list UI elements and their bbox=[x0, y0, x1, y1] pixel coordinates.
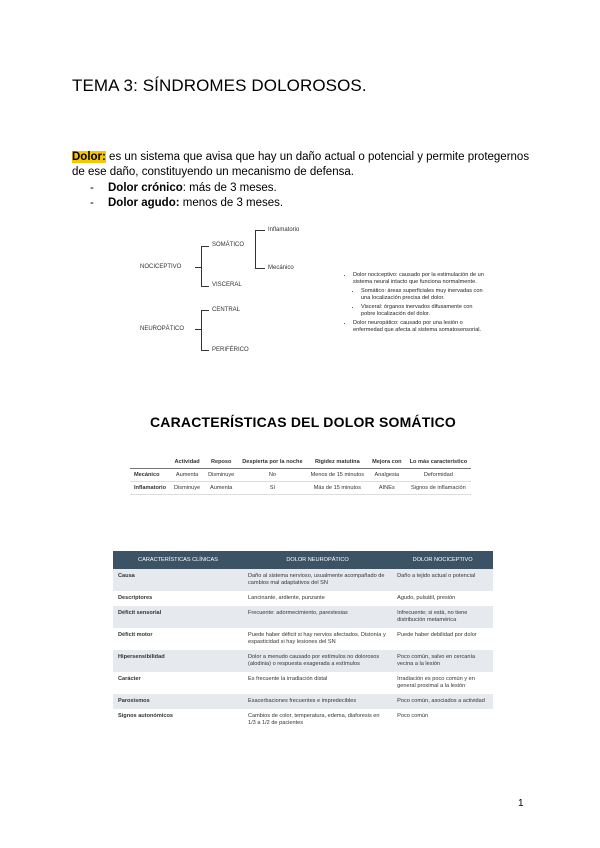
table-cell: No bbox=[238, 469, 306, 482]
table-cell: Daño a tejido actual o potencial bbox=[392, 569, 493, 591]
table-cell: Agudo, pulsátil, presión bbox=[397, 595, 456, 601]
clinical-table bbox=[113, 551, 493, 731]
table-cell: Es frecuente la irradiación distal bbox=[248, 676, 328, 682]
table-header-row bbox=[113, 551, 493, 569]
table-cell: Dolor a menudo causado por estímulos no dolorosos (alodinia) o respuesta exagerada a estímulos bbox=[243, 650, 392, 672]
note-item: • Dolor nociceptivo: causado por la estimulación de un sistema neural intacto que funciona normalmente. bbox=[353, 272, 485, 286]
intro-paragraph bbox=[72, 150, 532, 180]
page-number: 1 bbox=[518, 798, 524, 809]
pain-classification-diagram bbox=[140, 222, 484, 372]
header-cell: Mejora con bbox=[368, 456, 406, 469]
note-item: • Visceral: órganos inervados difusamente con pobre localización del dolor. bbox=[361, 304, 485, 318]
table-row bbox=[113, 709, 493, 731]
header-cell: Reposo bbox=[204, 456, 238, 469]
header-cell: DOLOR NOCICEPTIVO bbox=[392, 551, 493, 569]
table-row bbox=[113, 606, 493, 628]
duration-list bbox=[90, 181, 283, 211]
term-highlight: Dolor: bbox=[72, 151, 106, 163]
table-header-row bbox=[130, 456, 471, 469]
connector bbox=[255, 268, 265, 269]
label-mecanico: Mecánico bbox=[268, 265, 294, 271]
table-cell: Puede haber debilidad por dolor bbox=[397, 632, 477, 638]
label-inflamatorio: Inflamatorio bbox=[268, 227, 300, 233]
table-cell: Sí bbox=[238, 482, 306, 495]
connector bbox=[201, 310, 209, 311]
header-cell: Rigidez matutina bbox=[307, 456, 368, 469]
table-cell: Poco común, asociados a actividad bbox=[392, 694, 493, 709]
bullet-text: menos de 3 meses. bbox=[179, 197, 284, 209]
table-cell: Mecánico bbox=[130, 469, 170, 482]
table-cell: Inflamatorio bbox=[130, 482, 170, 495]
table-cell: Disminuye bbox=[204, 469, 238, 482]
header-cell: CARACTERÍSTICAS CLÍNICAS bbox=[113, 551, 243, 569]
label-neuropatico: NEUROPÁTICO bbox=[140, 326, 185, 332]
table-cell: Deformidad bbox=[406, 469, 472, 482]
table-cell: Frecuente: adormecimiento, parestesias bbox=[243, 606, 392, 628]
table-cell: Aumenta bbox=[170, 469, 204, 482]
table-row bbox=[113, 672, 493, 694]
table-cell: Poco común bbox=[397, 713, 429, 719]
connector bbox=[201, 310, 202, 350]
label-periferico: PERIFÉRICO bbox=[212, 347, 249, 353]
connector bbox=[255, 230, 256, 268]
header-cell: Lo más característico bbox=[406, 456, 472, 469]
table-cell: Menos de 15 minutos bbox=[307, 469, 368, 482]
table-cell: Carácter bbox=[118, 676, 141, 682]
table-cell: Daño al sistema nervioso, usualmente acompañado de cambios mal adaptativos del SN bbox=[243, 569, 392, 591]
table-cell: Paroxismos bbox=[113, 694, 243, 709]
connector bbox=[201, 246, 202, 286]
table-cell: Signos autonómicos bbox=[118, 713, 174, 719]
table-cell: Aumenta bbox=[204, 482, 238, 495]
label-nociceptivo: NOCICEPTIVO bbox=[140, 264, 182, 270]
table-cell: Descriptores bbox=[118, 595, 153, 601]
table-row bbox=[113, 650, 493, 672]
connector bbox=[201, 350, 209, 351]
table-row bbox=[113, 591, 493, 606]
bullet-label: Dolor agudo: bbox=[108, 197, 180, 209]
note-item: • Dolor neuropático: causado por una lesión o enfermedad que afecta al sistema somatosensorial. bbox=[353, 320, 485, 334]
table-cell: Déficit sensorial bbox=[113, 606, 243, 628]
intro-text: es un sistema que avisa que hay un daño actual o potencial y permite protegernos de ese daño, constituyendo un mecanismo de defensa. bbox=[72, 151, 530, 178]
table-cell: Infrecuente; si está, no tiene distribución metamérica bbox=[392, 606, 493, 628]
table-cell: Signos de inflamación bbox=[406, 482, 472, 495]
label-central: CENTRAL bbox=[212, 307, 241, 313]
header-cell bbox=[130, 456, 170, 469]
table-cell: Lancinante, ardiente, punzante bbox=[248, 595, 325, 601]
table-row bbox=[130, 482, 471, 495]
table-cell: Poco común, salvo en cercanía vecina a la lesión bbox=[392, 650, 493, 672]
page-title: TEMA 3: SÍNDROMES DOLOROSOS. bbox=[72, 76, 367, 95]
header-cell: Despierta por la noche bbox=[238, 456, 306, 469]
connector bbox=[201, 286, 209, 287]
header-cell: DOLOR NEUROPÁTICO bbox=[243, 551, 392, 569]
table-cell: Analgesia bbox=[368, 469, 406, 482]
table-row bbox=[113, 569, 493, 591]
table-cell: Más de 15 minutos bbox=[307, 482, 368, 495]
table-cell: Causa bbox=[113, 569, 243, 591]
table-cell: Exacerbaciones frecuentes e impredecibles bbox=[243, 694, 392, 709]
somatic-heading: CARACTERÍSTICAS DEL DOLOR SOMÁTICO bbox=[150, 414, 456, 430]
table-cell: Puede haber déficit si hay nervios afectados. Distonía y espasticidad si hay lesiones del SN bbox=[248, 632, 386, 645]
label-visceral: VISCERAL bbox=[212, 282, 242, 288]
table-row bbox=[130, 469, 471, 482]
diagram-notes bbox=[345, 272, 485, 336]
label-somatico: SOMÁTICO bbox=[212, 242, 245, 248]
connector bbox=[201, 246, 209, 247]
note-item: • Somático: áreas superficiales muy inervadas con una localización precisa del dolor. bbox=[361, 288, 485, 302]
bullet-label: Dolor crónico bbox=[108, 182, 183, 194]
table-cell: AINEs bbox=[368, 482, 406, 495]
list-item bbox=[90, 196, 283, 211]
somatic-table bbox=[130, 456, 471, 495]
table-row bbox=[113, 628, 493, 650]
table-cell: Disminuye bbox=[170, 482, 204, 495]
table-cell: Hipersensibilidad bbox=[113, 650, 243, 672]
table-cell: Déficit motor bbox=[118, 632, 153, 638]
list-item bbox=[90, 181, 283, 196]
table-row bbox=[113, 694, 493, 709]
connector bbox=[255, 230, 265, 231]
table-cell: Irradiación es poco común y en general proximal a la lesión bbox=[397, 676, 475, 689]
bullet-text: : más de 3 meses. bbox=[182, 182, 277, 194]
table-cell: Cambios de color, temperatura, edema, diaforesis en 1/3 a 1/2 de pacientes bbox=[248, 713, 380, 726]
header-cell: Actividad bbox=[170, 456, 204, 469]
